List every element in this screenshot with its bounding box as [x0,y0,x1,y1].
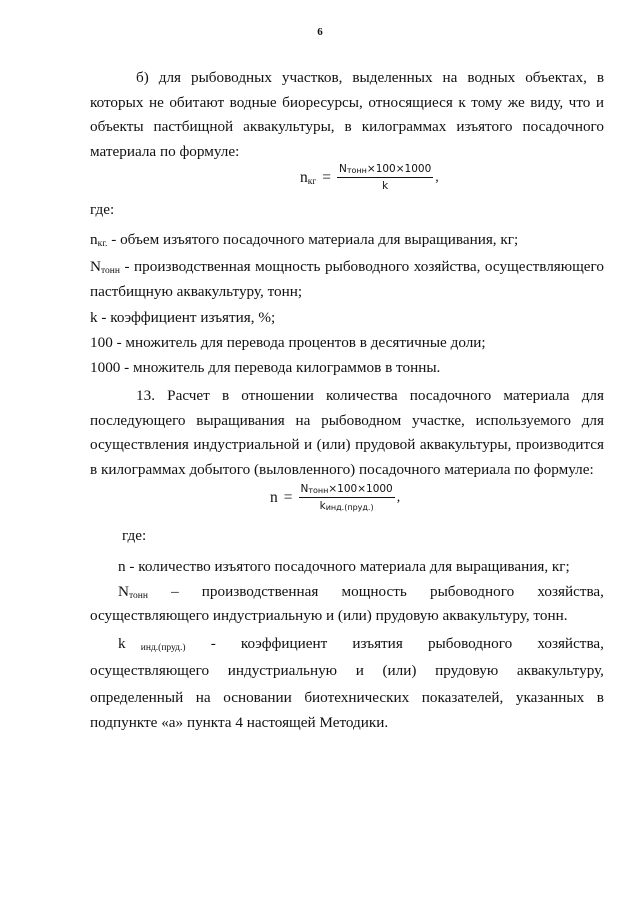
formula-2-denominator: $k_{инд.(пруд.)}$ [319,500,374,512]
formula-1-comma: , [435,170,439,185]
item-13-paragraph [90,384,604,482]
formula-1-equals: = [322,169,332,186]
def-k: k - коэффициент изъятия, %; [90,309,276,326]
formula-2-comma: , [396,490,401,505]
formula-2-lhs: n [270,489,278,506]
formula-1-fraction [337,163,433,193]
def-k-2-line-2: осуществляющего индустриальную и (или) прудовую аквакультуру, [90,662,604,679]
formula-1-denominator: k [382,180,389,192]
def-N-tonn: $N_{тонн}$ - производственная мощность рыбоводного хозяйства, осуществляющего пастбищную аквакультуру, тонн; [90,258,604,300]
intro-paragraph [90,66,604,164]
def-N-2-line-1: $N_{тонн}$ – производственная мощность рыбоводного хозяйства, [118,583,604,601]
where-label-1: где: [90,201,115,218]
formula-2 [270,483,400,513]
formula-2-fraction [299,483,395,513]
formula-1-numerator: $N_{тонн}\times 100\times 1000$ [337,163,433,178]
formula-1 [300,163,439,193]
def-k-2-line-3: определенный на основании биотехнических показателей, указанных в [90,689,604,706]
def-k-2-line-4: подпункте «а» пункта 4 настоящей Методики. [90,714,389,731]
page-number: 6 [317,26,323,38]
def-100: 100 - множитель для перевода процентов в десятичные доли; [90,334,486,351]
def-N-2-line-2: осуществляющего индустриальную и (или) прудовую аквакультуру, тонн. [90,607,568,624]
def-1000: 1000 - множитель для перевода килограммов в тонны. [90,359,441,376]
formula-2-equals: = [283,489,293,506]
def-n-2: n - количество изъятого посадочного материала для выращивания, кг; [118,558,570,575]
formula-2-numerator: $N_{тонн}\times 100\times 1000$ [299,483,395,498]
intro-text: б) для рыбоводных участков, выделенных на водных объектах, в которых не обитают водные биоресурсы, относящиеся к тому же виду, что и объекты пастбищной аквакультуры, в килограммах изъятого посадочного материала по формуле: [90,69,604,160]
def-k-2-line-1: k $_{инд.(пруд.)}$ - коэффициент изъятия рыбоводного хозяйства, [118,635,604,653]
def-n-kg: $n_{кг.}$ - объем изъятого посадочного материала для выращивания, кг; [90,231,519,249]
where-label-2: где: [122,527,147,544]
formula-1-lhs: $n_{кг}$ [300,169,317,187]
item-13-text: 13. Расчет в отношении количества посадочного материала для последующего выращивания на рыбоводном участке, используемого для осуществления индустриальной и (или) прудовой аквакультуры, производится в килограммах добытого (выловленного) посадочного материала по формуле: [90,387,604,478]
